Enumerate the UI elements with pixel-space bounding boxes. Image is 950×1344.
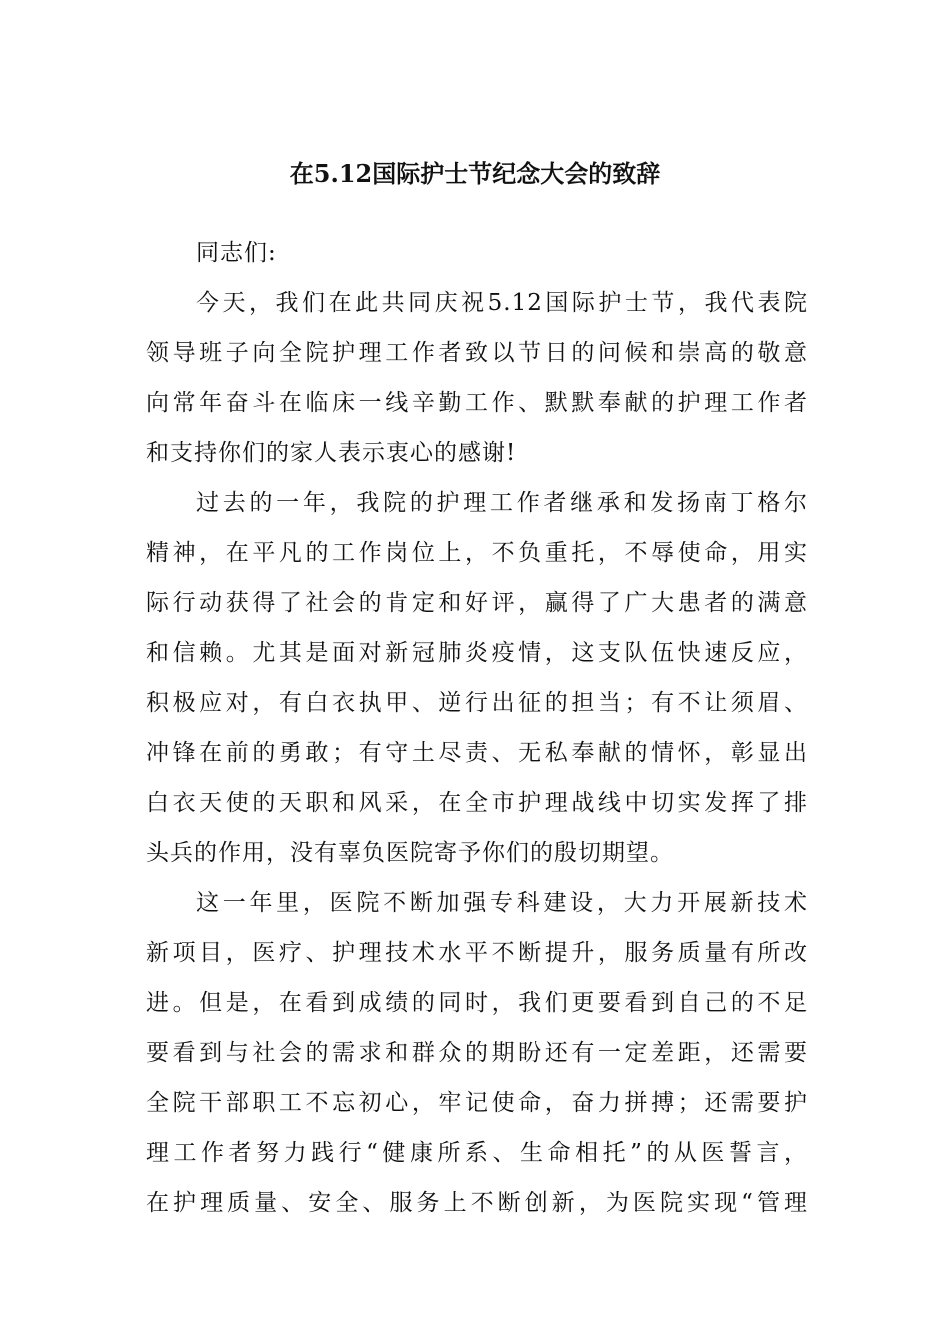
paragraph-2-line-1: 过去的一年，我院的护理工作者继承和发扬南丁格尔 (196, 490, 808, 516)
paragraph-2-line-5: 积极应对，有白衣执甲、逆行出征的担当；有不让须眉、 (146, 690, 808, 716)
paragraph-3-line-2: 新项目，医疗、护理技术水平不断提升，服务质量有所改 (146, 940, 808, 966)
paragraph-3-line-3: 进。但是，在看到成绩的同时，我们更要看到自己的不足 (146, 990, 808, 1016)
document-body (146, 228, 808, 1228)
paragraph-2-line-7: 白衣天使的天职和风采，在全市护理战线中切实发挥了排 (146, 790, 808, 816)
paragraph-3-line-6: 理工作者努力践行“健康所系、生命相托”的从医誓言， (146, 1140, 808, 1166)
page-title: 在5.12国际护士节纪念大会的致辞 (289, 159, 661, 188)
paragraph-3-line-4: 要看到与社会的需求和群众的期盼还有一定差距，还需要 (146, 1040, 808, 1066)
paragraph-2-line-2: 精神，在平凡的工作岗位上，不负重托，不辱使命，用实 (146, 540, 808, 566)
salutation: 同志们: (196, 240, 277, 266)
paragraph-3-line-1: 这一年里，医院不断加强专科建设，大力开展新技术 (196, 890, 808, 916)
paragraph-1-line-1: 今天，我们在此共同庆祝5.12国际护士节，我代表院 (196, 290, 808, 316)
paragraph-3-line-5: 全院干部职工不忘初心，牢记使命，奋力拼搏；还需要护 (146, 1090, 808, 1116)
paragraph-2-line-3: 际行动获得了社会的肯定和好评，赢得了广大患者的满意 (146, 590, 808, 616)
paragraph-2-line-4: 和信赖。尤其是面对新冠肺炎疫情，这支队伍快速反应， (146, 640, 808, 666)
paragraph-2-line-6: 冲锋在前的勇敢；有守土尽责、无私奉献的情怀，彰显出 (146, 740, 808, 766)
paragraph-3-line-7: 在护理质量、安全、服务上不断创新，为医院实现“管理 (146, 1190, 808, 1216)
paragraph-2-line-8: 头兵的作用，没有辜负医院寄予你们的殷切期望。 (146, 840, 674, 866)
paragraph-1-line-2: 领导班子向全院护理工作者致以节日的问候和崇高的敬意 (146, 340, 808, 366)
paragraph-1-line-3: 向常年奋斗在临床一线辛勤工作、默默奉献的护理工作者 (146, 390, 808, 416)
paragraph-1-line-4: 和支持你们的家人表示衷心的感谢! (146, 440, 517, 466)
